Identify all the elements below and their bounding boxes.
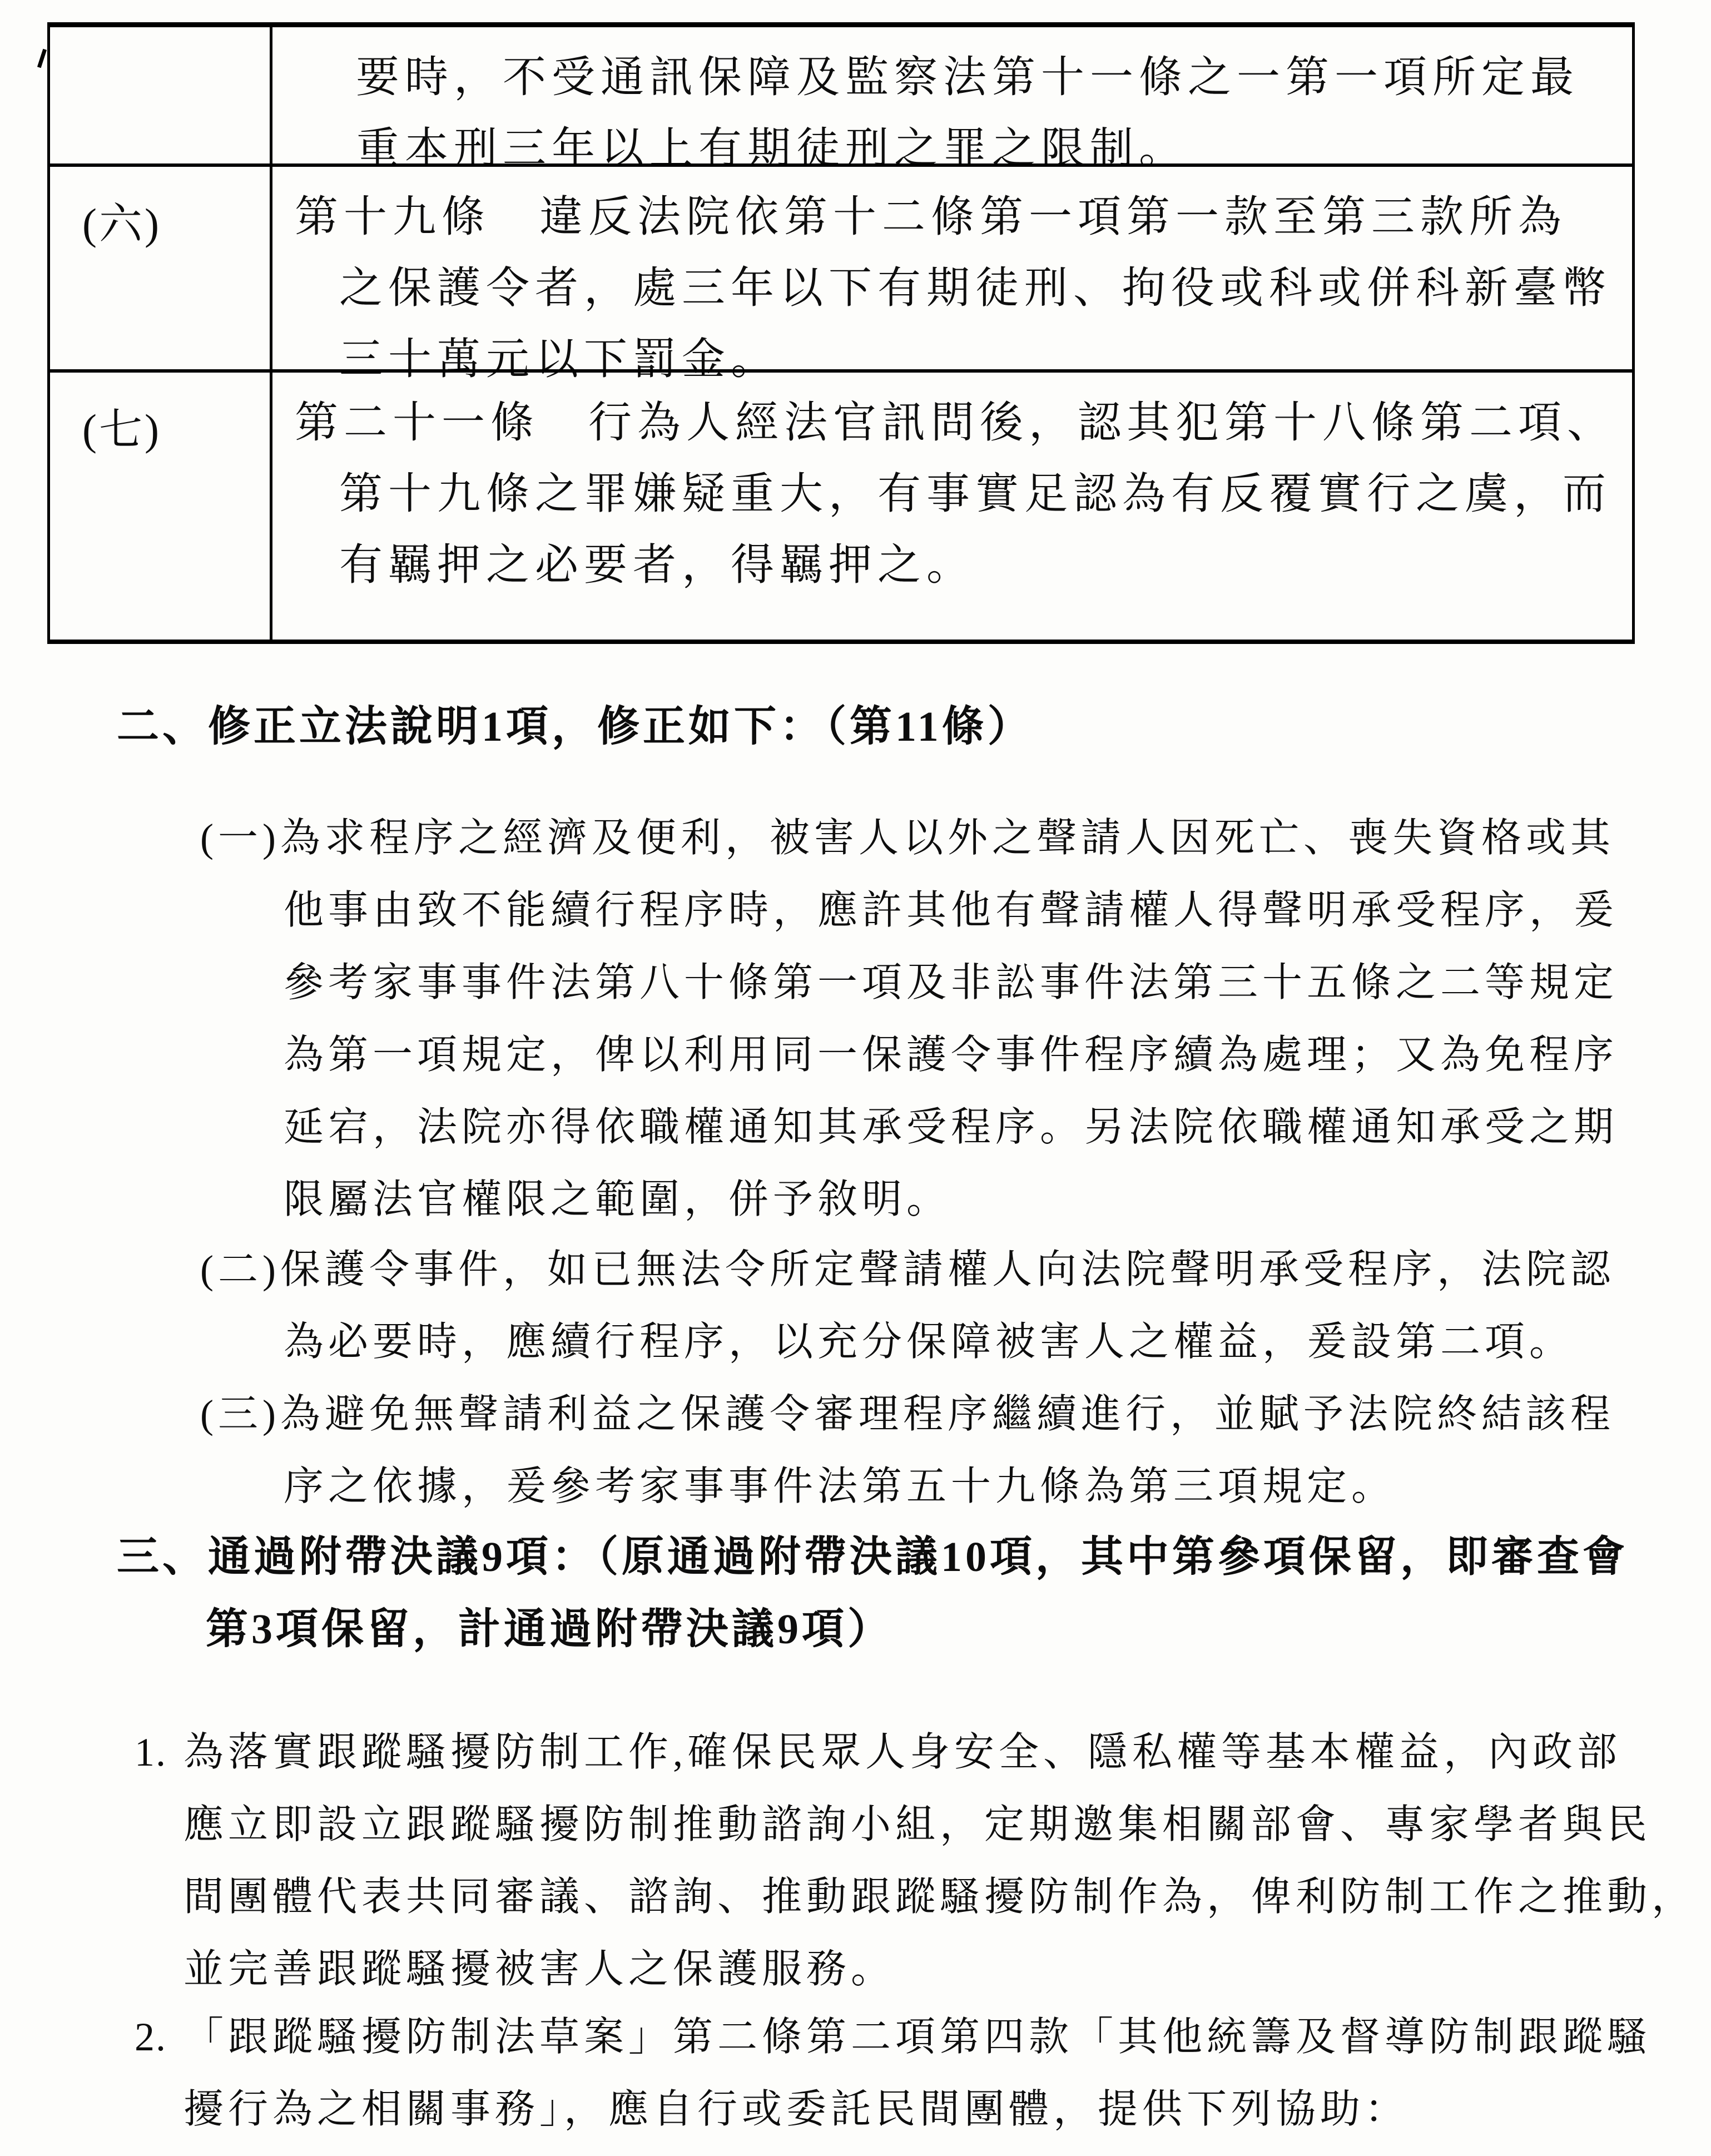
item-text: 為落實跟蹤騷擾防制工作,確保民眾人身安全、隱私權等基本權益，內政部 (184, 1730, 1622, 1775)
item-marker: (二) (200, 1247, 280, 1292)
section-3-heading-line-2: 第3項保留，計通過附帶決議9項） (206, 1606, 893, 1653)
text-line: 間團體代表共同審議、諮詢、推動跟蹤騷擾防制作為，俾利防制工作之推動， (184, 1875, 1697, 1919)
table-text-line: 第十九條 違反法院依第十二條第一項第一款至第三款所為 (295, 192, 1568, 241)
row-label: (七) (82, 405, 161, 454)
text-line: 參考家事事件法第八十條第一項及非訟事件法第三十五條之二等規定 (284, 960, 1619, 1005)
text-line: 並完善跟蹤騷擾被害人之保護服務。 (184, 1947, 896, 1991)
text-line: 延宕，法院亦得依職權通知其承受程序。另法院依職權通知承受之期 (284, 1105, 1619, 1149)
table-text-line: 有羈押之必要者，得羈押之。 (339, 541, 976, 589)
item-text: 為求程序之經濟及便利，被害人以外之聲請人因死亡、喪失資格或其 (280, 816, 1615, 860)
row-label: (六) (82, 200, 161, 248)
item-text: 「跟蹤騷擾防制法草案」第二條第二項第四款「其他統籌及督導防制跟蹤騷 (184, 2015, 1652, 2059)
section-2-heading: 二、修正立法說明1項，修正如下：（第11條） (117, 703, 1033, 750)
section-3-heading-line-1: 三、通過附帶決議9項：（原通過附帶決議10項，其中第參項保留，即審查會 (117, 1534, 1628, 1580)
text-line: 為必要時，應續行程序，以充分保障被害人之權益，爰設第二項。 (284, 1320, 1574, 1364)
section-2-item-2 (200, 1233, 1615, 1378)
text-line: 應立即設立跟蹤騷擾防制推動諮詢小組，定期邀集相關部會、專家學者與民 (184, 1802, 1652, 1847)
item-marker: (三) (200, 1392, 280, 1436)
text-line (200, 1233, 1615, 1306)
table-text-line: 之保護令者，處三年以下有期徒刑、拘役或科或併科新臺幣 (339, 264, 1612, 312)
table-text-line: 第十九條之罪嫌疑重大，有事實足認為有反覆實行之虞，而 (339, 469, 1612, 518)
resolution-item-2 (135, 2001, 1652, 2145)
item-marker: (一) (200, 816, 280, 860)
text-line: 他事由致不能續行程序時，應許其他有聲請權人得聲明承受程序，爰 (284, 888, 1619, 933)
table-row-continuation (50, 27, 1632, 172)
table-row-item-6 (50, 163, 1632, 383)
text-line (200, 1378, 1615, 1450)
scan-artifact (37, 49, 47, 68)
item-text: 為避免無聲請利益之保護令審理程序繼續進行，並賦予法院終結該程 (280, 1392, 1615, 1436)
amendment-table (47, 22, 1635, 644)
table-text-line: 三十萬元以下罰金。 (339, 335, 780, 383)
resolution-item-1 (135, 1716, 1697, 2005)
text-line: 限屬法官權限之範圍，併予敘明。 (284, 1177, 951, 1222)
text-line (135, 2001, 1652, 2073)
section-2-item-3 (200, 1378, 1615, 1523)
text-line (135, 1716, 1696, 1788)
table-row-item-7 (50, 369, 1632, 640)
section-2-item-1 (200, 802, 1618, 1236)
table-text-line: 要時，不受通訊保障及監察法第十一條之一第一項所定最 (356, 53, 1580, 101)
text-line: 擾行為之相關事務」，應自行或委託民間團體，提供下列協助： (184, 2087, 1410, 2132)
text-line (200, 802, 1618, 874)
item-number: 1. (135, 1730, 167, 1775)
item-text: 保護令事件，如已無法令所定聲請權人向法院聲明承受程序，法院認 (280, 1247, 1615, 1292)
item-number: 2. (135, 2015, 167, 2059)
text-line: 為第一項規定，俾以利用同一保護令事件程序續為處理；又為免程序 (284, 1033, 1619, 1077)
table-text-line: 重本刑三年以上有期徒刑之罪之限制。 (356, 124, 1188, 172)
table-text-line: 第二十一條 行為人經法官訊問後，認其犯第十八條第二項、 (295, 398, 1616, 447)
text-line: 序之依據，爰參考家事事件法第五十九條為第三項規定。 (284, 1464, 1396, 1509)
